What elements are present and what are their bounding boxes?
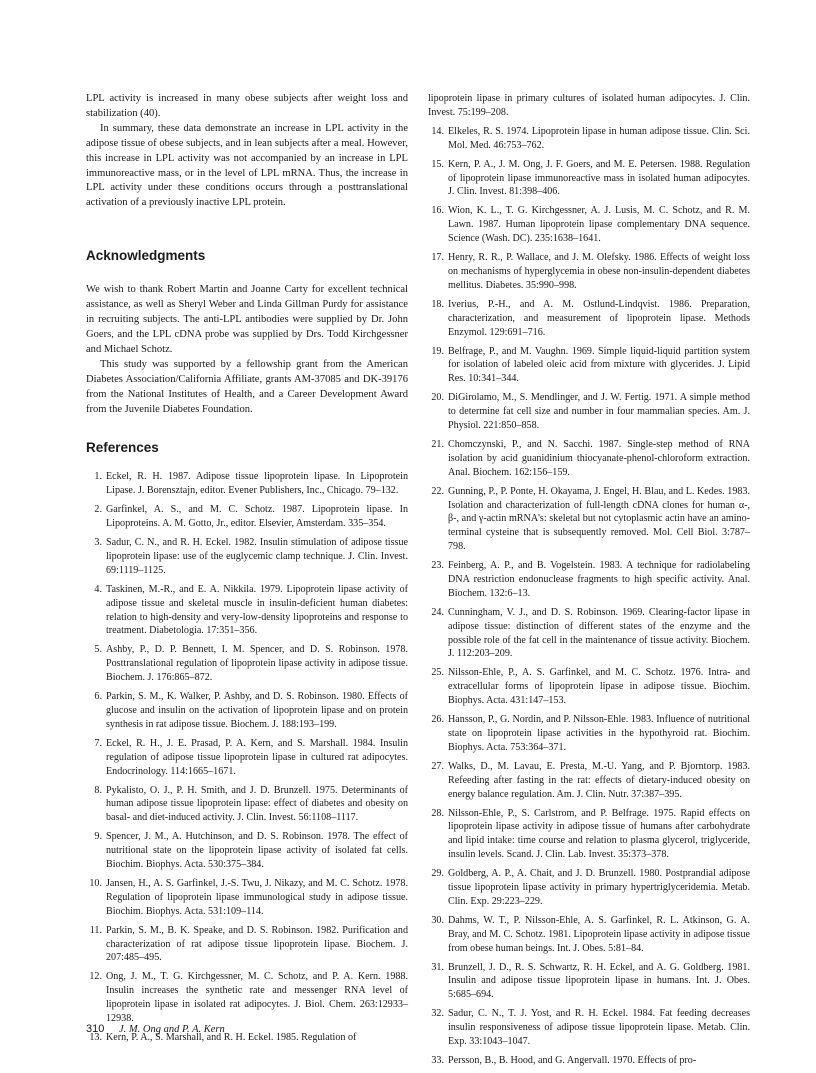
reference-number: 23. (431, 560, 444, 572)
reference-item (428, 298, 750, 340)
reference-number: 8. (94, 784, 102, 796)
reference-text: Taskinen, M.-R., and E. A. Nikkila. 1979. Lipoprotein lipase activity of adipose tissue and skeletal muscle in insulin-deficient human diabetes: relation to high-density and very-low-density lipoproteins and response to treatment. Diabetologia. 17:351–356. (106, 583, 408, 637)
reference-number: 16. (431, 205, 444, 217)
reference-text: Nilsson-Ehle, P., S. Carlstrom, and P. Belfrage. 1975. Rapid effects on lipoprotein lipase activity in adipose tissue of humans after carbohydrate and lipid intake: time course and relation to plasma glycerol, triglyceride, insulin levels. Scand. J. Clin. Lab. Invest. 35:373–378. (448, 807, 750, 861)
reference-text: Elkeles, R. S. 1974. Lipoprotein lipase in human adipose tissue. Clin. Sci. Mol. Med. 46:753–762. (448, 125, 750, 151)
reference-text: Henry, R. R., P. Wallace, and J. M. Olefsky. 1986. Effects of weight loss on mechanisms of hyperglycemia in obese non-insulin-dependent diabetes mellitus. Diabetes. 35:990–998. (448, 252, 750, 291)
reference-text: DiGirolamo, M., S. Mendlinger, and J. W. Fertig. 1971. A simple method to determine fat cell size and number in four mammalian species. Am. J. Physiol. 221:850–858. (448, 392, 750, 432)
reference-item (428, 251, 750, 293)
reference-number: 32. (431, 1008, 444, 1020)
reference-text: Eckel, R. H. 1987. Adipose tissue lipoprotein lipase. In Lipoprotein Lipase. J. Borensztajn, editor. Evener Publishers, Inc., Chicago. 79–132. (106, 471, 408, 497)
reference-item (428, 914, 750, 956)
reference-item (428, 666, 750, 708)
reference-text: Cunningham, V. J., and D. S. Robinson. 1969. Clearing-factor lipase in adipose tissue: distinction of different states of the enzyme and the possible role of the fat cell in the maintenance of tissue activity. Biochem. J. 112:203–209. (448, 606, 750, 660)
reference-item (86, 924, 408, 966)
reference-item (428, 559, 750, 601)
reference-number: 24. (431, 606, 444, 618)
reference-number: 30. (431, 914, 444, 926)
references-heading: References (86, 440, 159, 456)
reference-item (86, 830, 408, 872)
reference-text: Hansson, P., G. Nordin, and P. Nilsson-Ehle. 1983. Influence of nutritional state on lipoprotein lipase activities in the hypothyroid rat. Biochim. Biophys. Acta. 753:364–371. (448, 714, 750, 753)
reference-item (428, 1007, 750, 1049)
reference-list-right (428, 92, 750, 1068)
reference-item (428, 125, 750, 153)
page-footer (86, 1023, 225, 1035)
right-column (428, 92, 750, 1073)
reference-text: Belfrage, P., and M. Vaughn. 1969. Simple liquid-liquid partition system for isolation of labeled oleic acid from mixture with glycerides. J. Lipid Res. 10:341–344. (448, 345, 750, 385)
reference-number: 22. (431, 485, 444, 497)
reference-number: 31. (431, 961, 444, 973)
reference-text: Brunzell, J. D., R. S. Schwartz, R. H. Eckel, and A. G. Goldberg. 1981. Insulin and adipose tissue lipoprotein lipase in humans. Int. J. Obes. 5:685–694. (448, 961, 750, 1001)
reference-number: 26. (431, 714, 444, 726)
reference-text: Goldberg, A. P., A. Chait, and J. D. Brunzell. 1980. Postprandial adipose tissue lipoprotein lipase activity in primary hypertriglyceridemia. Metab. Clin. Exp. 29:223–229. (448, 868, 750, 907)
reference-number: 13. (89, 1032, 102, 1044)
reference-text: Sadur, C. N., and R. H. Eckel. 1982. Insulin stimulation of adipose tissue lipoprotein lipase: use of the euglycemic clamp technique. J. Clin. Invest. 69:1119–1125. (106, 537, 408, 576)
reference-text: Jansen, H., A. S. Garfinkel, J.-S. Twu, J. Nikazy, and M. C. Schotz. 1978. Regulation of lipoprotein lipase immunological study in adipose tissue. Biochim. Biophys. Acta. 531:109–114. (106, 878, 408, 917)
reference-number: 21. (431, 439, 444, 451)
reference-text: Spencer, J. M., A. Hutchinson, and D. S. Robinson. 1978. The effect of nutritional state on the lipoprotein lipase activity of isolated fat cells. Biochim. Biophys. Acta. 530:375–384. (106, 831, 408, 870)
reference-number: 28. (431, 807, 444, 819)
reference-number: 25. (431, 667, 444, 679)
reference-item (428, 1054, 750, 1068)
reference-text: Parkin, S. M., K. Walker, P. Ashby, and D. S. Robinson. 1980. Effects of glucose and insulin on the activation of lipoprotein lipase and on protein synthesis in rat adipose tissue. Biochem. J. 188:193–199. (106, 691, 408, 730)
reference-text: Wion, K. L., T. G. Kirchgessner, A. J. Lusis, M. C. Schotz, and R. M. Lawn. 1987. Human lipoprotein lipase complementary DNA sequence. Science (Wash. DC). 235:1638–1641. (448, 205, 750, 245)
reference-number: 9. (94, 831, 102, 843)
reference-number: 10. (89, 878, 102, 890)
reference-item (428, 807, 750, 862)
reference-item (428, 485, 750, 554)
reference-number: 5. (94, 644, 102, 656)
reference-number: 4. (94, 583, 102, 595)
reference-number: 2. (94, 504, 102, 516)
reference-number: 17. (431, 252, 444, 264)
reference-text: Walks, D., M. Lavau, E. Presta, M.-U. Yang, and P. Bjorntorp. 1983. Refeeding after fasting in the rat: effects of dietary-induced obesity on energy balance regulation. Am. J. Clin. Nutr. 37:387–395. (448, 760, 750, 800)
reference-number: 3. (94, 537, 102, 549)
reference-text: Pykalisto, O. J., P. H. Smith, and J. D. Brunzell. 1975. Determinants of human adipose tissue lipoprotein lipase: effect of diabetes and obesity on basal- and diet-induced activity. J. Clin. Invest. 56:1108–1117. (106, 784, 408, 824)
reference-item (428, 713, 750, 755)
reference-number: 7. (94, 737, 102, 749)
summary-paragraph: In summary, these data demonstrate an increase in LPL activity in the adipose tissue of obese subjects, and in lean subjects after a meal. However, this increase in LPL activity was not accompanied by an increase in LPL immunoreactive mass, or in the level of LPL mRNA. Thus, the increase in LPL activity under these conditions occurs through a posttranslational activation of a previously inactive LPL protein. (86, 122, 408, 209)
reference-continuation (428, 92, 750, 120)
reference-text: Chomczynski, P., and N. Sacchi. 1987. Single-step method of RNA isolation by acid guanidinium thiocyanate-phenol-chloroform extraction. Anal. Biochem. 162:156–159. (448, 439, 750, 478)
reference-item (86, 690, 408, 732)
reference-item (86, 784, 408, 826)
reference-item (86, 470, 408, 498)
reference-text: Ong, J. M., T. G. Kirchgessner, M. C. Schotz, and P. A. Kern. 1988. Insulin increases the synthetic rate and messenger RNA level of lipoprotein lipase in isolated rat adipocytes. J. Biol. Chem. 263:12933–12938. (106, 971, 408, 1024)
reference-list-left (86, 470, 408, 1044)
funding-paragraph: This study was supported by a fellowship grant from the American Diabetes Association/California Affiliate, grants AM-37085 and DK-39176 from the National Institutes of Health, and a Career Development Award from the Juvenile Diabetes Foundation. (86, 358, 408, 415)
reference-number: 29. (431, 868, 444, 880)
reference-text: Sadur, C. N., T. J. Yost, and R. H. Eckel. 1984. Fat feeding decreases insulin responsiveness of adipose tissue lipoprotein lipase. Metab. Clin. Exp. 33:1043–1047. (448, 1008, 750, 1048)
reference-item (86, 737, 408, 779)
reference-item (428, 391, 750, 433)
page-number: 310 (86, 1023, 105, 1035)
reference-number: 1. (94, 471, 102, 483)
reference-item (428, 961, 750, 1003)
reference-number: 12. (89, 971, 102, 983)
running-authors: J. M. Ong and P. A. Kern (118, 1024, 225, 1035)
reference-item (428, 760, 750, 802)
reference-item (428, 867, 750, 909)
reference-item (86, 643, 408, 685)
reference-number: 20. (431, 392, 444, 404)
reference-text: Eckel, R. H., J. E. Prasad, P. A. Kern, and S. Marshall. 1984. Insulin regulation of adipose tissue lipoprotein lipase in cultured rat adipocytes. Endocrinology. 114:1665–1671. (106, 737, 408, 777)
reference-text: Kern, P. A., S. Marshall, and R. H. Eckel. 1985. Regulation of (106, 1032, 357, 1044)
reference-number: 18. (431, 298, 444, 310)
reference-number: 6. (94, 691, 102, 703)
reference-item (86, 583, 408, 638)
reference-text: Ashby, P., D. P. Bennett, I. M. Spencer, and D. S. Robinson. 1978. Posttranslational regulation of lipoprotein lipase activity in adipose tissue. Biochem. J. 176:865–872. (106, 644, 408, 684)
reference-number: 15. (431, 158, 444, 170)
reference-item (86, 536, 408, 578)
reference-number: 33. (431, 1055, 444, 1067)
reference-text: Parkin, S. M., B. K. Speake, and D. S. Robinson. 1982. Purification and characterization of rat adipose tissue lipoprotein lipase. Biochem. J. 207:485–495. (106, 924, 408, 964)
reference-text: Persson, B., B. Hood, and G. Angervall. 1970. Effects of pro- (448, 1055, 697, 1067)
reference-text: lipoprotein lipase in primary cultures of isolated human adipocytes. J. Clin. Invest. 75:199–208. (428, 93, 750, 118)
reference-text: Nilsson-Ehle, P., A. S. Garfinkel, and M. C. Schotz. 1976. Intra- and extracellular forms of lipoprotein lipase in adipose tissue. Biochim. Biophys. Acta. 431:147–153. (448, 667, 750, 707)
reference-item (428, 345, 750, 387)
reference-text: Iverius, P.-H., and A. M. Ostlund-Lindqvist. 1986. Preparation, characterization, and measurement of lipoprotein lipase. Methods Enzymol. 129:691–716. (448, 298, 750, 338)
reference-text: Feinberg, A. P., and B. Vogelstein. 1983. A technique for radiolabeling DNA restriction endonuclease fragments to high specific activity. Anal. Biochem. 132:6–13. (448, 560, 750, 599)
reference-text: Garfinkel, A. S., and M. C. Schotz. 1987. Lipoprotein lipase. In Lipoproteins. A. M. Gotto, Jr., editor. Elsevier, Amsterdam. 335–354. (106, 504, 408, 530)
reference-text: Gunning, P., P. Ponte, H. Okayama, J. Engel, H. Blau, and L. Kedes. 1983. Isolation and characterization of full-length cDNA clones for human α-, β-, and γ-actin mRNA's: skeletal but not cytoplasmic actin have an amino-terminal cysteine that is subsequently removed. Mol. Cell Biol. 3:787–798. (448, 485, 750, 553)
reference-number: 14. (431, 125, 444, 137)
reference-number: 27. (431, 760, 444, 772)
reference-text: Kern, P. A., J. M. Ong, J. F. Goers, and M. E. Petersen. 1988. Regulation of lipoprotein lipase immunoreactive mass in isolated human adipocytes. J. Clin. Invest. 81:398–406. (448, 158, 750, 198)
reference-item (86, 877, 408, 919)
reference-item (428, 158, 750, 200)
left-column (86, 92, 408, 1050)
reference-item (428, 438, 750, 480)
reference-item (428, 204, 750, 246)
reference-item (86, 503, 408, 531)
body-paragraph: LPL activity is increased in many obese subjects after weight loss and stabilization (40). (86, 93, 408, 119)
reference-number: 19. (431, 345, 444, 357)
acknowledgments-paragraph: We wish to thank Robert Martin and Joanne Carty for excellent technical assistance, as well as Sheryl Weber and Linda Gillman Purdy for assistance in recruiting subjects. The anti-LPL antibodies were supplied by Dr. John Goers, and the LPL cDNA probe was supplied by Drs. Todd Kirchgessner and Michael Schotz. (86, 284, 408, 355)
reference-number: 11. (89, 924, 102, 936)
reference-item (86, 970, 408, 1025)
reference-text: Dahms, W. T., P. Nilsson-Ehle, A. S. Garfinkel, R. L. Atkinson, G. A. Bray, and M. C. Schotz. 1981. Lipoprotein lipase activity in adipose tissue from obese human beings. Int. J. Obes. 5:81–84. (448, 914, 750, 954)
reference-item (428, 606, 750, 661)
acknowledgments-heading: Acknowledgments (86, 248, 206, 264)
